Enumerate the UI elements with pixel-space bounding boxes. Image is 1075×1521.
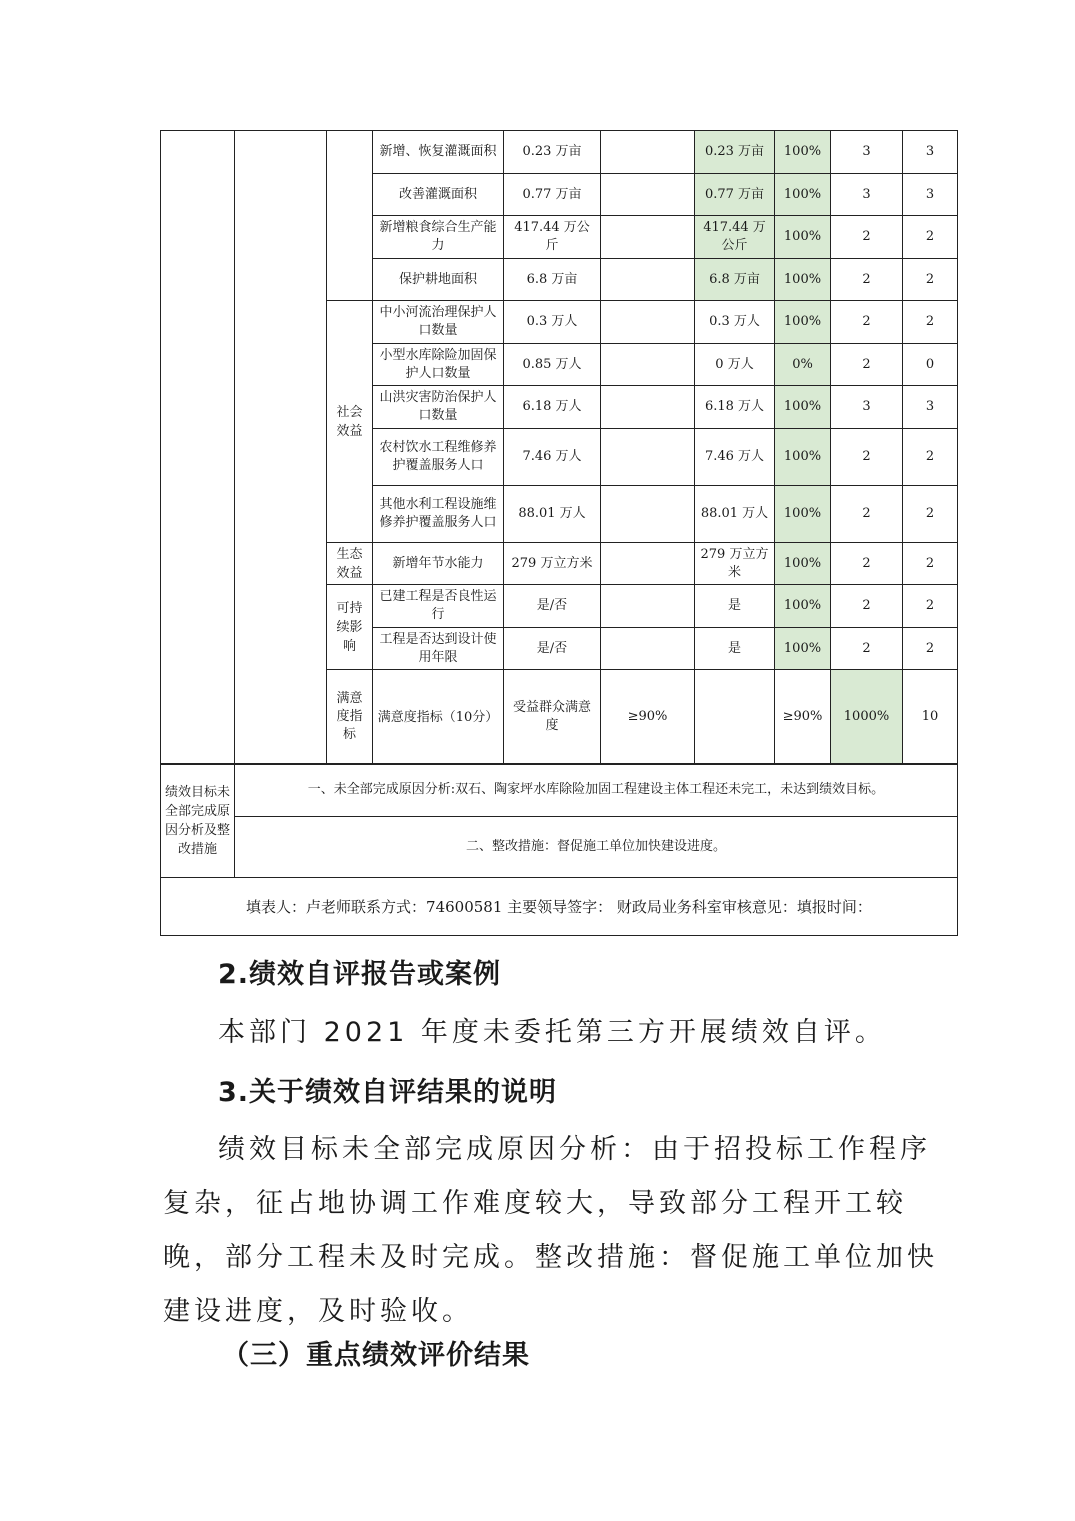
score-cell: 2 <box>903 301 958 344</box>
target-cell: 0.77 万亩 <box>504 174 601 216</box>
target-cell: 是/否 <box>504 628 601 670</box>
weight-cell: 2 <box>831 429 903 486</box>
actual-cell: 0 万人 <box>695 344 775 386</box>
target-cell: 279 万立方米 <box>504 543 601 585</box>
weight-cell: 2 <box>831 301 903 344</box>
weight-cell: 2 <box>831 344 903 386</box>
actual-cell: 6.18 万人 <box>695 386 775 429</box>
rate-cell: 100% <box>775 174 831 216</box>
actual-cell: 88.01 万人 <box>695 486 775 543</box>
rate-cell: 100% <box>775 386 831 429</box>
actual-cell: ≥90% <box>775 670 831 765</box>
target-cell: 0.23 万亩 <box>504 131 601 174</box>
weight-cell: 3 <box>831 386 903 429</box>
score-cell: 3 <box>903 386 958 429</box>
target-cell: 417.44 万公斤 <box>504 216 601 259</box>
weight-cell: 2 <box>831 486 903 543</box>
indicator-cell: 保护耕地面积 <box>373 259 504 301</box>
score-cell: 2 <box>903 429 958 486</box>
blank-cell <box>601 628 695 670</box>
indicator-cell: 其他水利工程设施维修养护覆盖服务人口 <box>373 486 504 543</box>
indicator-cell: 改善灌溉面积 <box>373 174 504 216</box>
table-row <box>161 817 958 878</box>
table-row <box>161 764 958 817</box>
category-sustainable: 可持续影响 <box>327 585 373 670</box>
indicator-cell: 农村饮水工程维修养护覆盖服务人口 <box>373 429 504 486</box>
target-cell: 是/否 <box>504 585 601 628</box>
rate-cell: 100% <box>775 585 831 628</box>
blank-col-cell <box>161 131 235 765</box>
section-2-heading: 2.绩效自评报告或案例 <box>218 959 502 990</box>
blank-cell <box>601 174 695 216</box>
blank-cell <box>601 386 695 429</box>
blank-cell <box>601 429 695 486</box>
actual-cell: 0.23 万亩 <box>695 131 775 174</box>
score-cell: 2 <box>903 486 958 543</box>
score-cell: 2 <box>903 628 958 670</box>
rate-cell: 100% <box>775 486 831 543</box>
blank-cell <box>601 585 695 628</box>
actual-cell: 7.46 万人 <box>695 429 775 486</box>
section-3-line: 晚，部分工程未及时完成。整改措施：督促施工单位加快 <box>163 1242 938 1273</box>
weight-cell: 3 <box>831 131 903 174</box>
blank-cell <box>601 344 695 386</box>
score-cell: 2 <box>903 216 958 259</box>
target-cell: 0.85 万人 <box>504 344 601 386</box>
section-3-line: 绩效目标未全部完成原因分析：由于招投标工作程序 <box>218 1134 931 1165</box>
actual-cell: 0.77 万亩 <box>695 174 775 216</box>
rate-cell: 100% <box>775 216 831 259</box>
weight-cell: 2 <box>831 585 903 628</box>
rate-cell: 100% <box>775 301 831 344</box>
score-cell: 2 <box>903 585 958 628</box>
section-4-heading: （三）重点绩效评价结果 <box>222 1340 530 1371</box>
indicator-cell: 中小河流治理保护人口数量 <box>373 301 504 344</box>
table-row <box>161 131 958 174</box>
blank-cell <box>601 543 695 585</box>
category-satisfaction: 满意度指标（10分） <box>373 670 504 765</box>
target-cell: 6.8 万亩 <box>504 259 601 301</box>
reason-table <box>160 763 958 936</box>
section-3-line: 建设进度，及时验收。 <box>163 1296 473 1327</box>
blank-cell <box>601 486 695 543</box>
section-2-body: 本部门 2021 年度未委托第三方开展绩效自评。 <box>218 1017 886 1048</box>
weight-cell: 10 <box>903 670 958 765</box>
target-cell: 0.3 万人 <box>504 301 601 344</box>
section-3-heading: 3.关于绩效自评结果的说明 <box>218 1077 558 1108</box>
target-cell: ≥90% <box>601 670 695 765</box>
measure-text: 二、整改措施：督促施工单位加快建设进度。 <box>235 817 958 878</box>
blank-cell <box>601 301 695 344</box>
indicator-cell: 受益群众满意度 <box>504 670 601 765</box>
target-cell: 88.01 万人 <box>504 486 601 543</box>
section-3-line: 复杂，征占地协调工作难度较大，导致部分工程开工较 <box>163 1188 907 1219</box>
actual-cell: 279 万立方米 <box>695 543 775 585</box>
indicator-cell: 新增年节水能力 <box>373 543 504 585</box>
blank-cell <box>695 670 775 765</box>
actual-cell: 0.3 万人 <box>695 301 775 344</box>
score-cell: 2 <box>903 543 958 585</box>
weight-cell: 2 <box>831 628 903 670</box>
rate-cell: 100% <box>775 429 831 486</box>
table-row <box>161 878 958 936</box>
actual-cell: 是 <box>695 585 775 628</box>
satisfaction-label: 满意度指标 <box>327 670 373 765</box>
score-cell: 3 <box>903 174 958 216</box>
score-cell: 3 <box>903 131 958 174</box>
category-cell <box>327 131 373 301</box>
category-social: 社会效益 <box>327 301 373 543</box>
actual-cell: 417.44 万公斤 <box>695 216 775 259</box>
score-cell: 0 <box>903 344 958 386</box>
performance-table <box>160 130 958 765</box>
indicator-cell: 工程是否达到设计使用年限 <box>373 628 504 670</box>
indicator-cell: 已建工程是否良性运行 <box>373 585 504 628</box>
rate-cell: 100% <box>775 131 831 174</box>
weight-cell: 2 <box>831 543 903 585</box>
blank-cell <box>601 216 695 259</box>
rate-cell: 1000% <box>831 670 903 765</box>
rate-cell: 0% <box>775 344 831 386</box>
target-cell: 7.46 万人 <box>504 429 601 486</box>
actual-cell: 是 <box>695 628 775 670</box>
rate-cell: 100% <box>775 259 831 301</box>
indicator-cell: 新增、恢复灌溉面积 <box>373 131 504 174</box>
reason-label: 绩效目标未全部完成原因分析及整改措施 <box>161 764 235 878</box>
category-ecological: 生态效益 <box>327 543 373 585</box>
reason-text: 一、未全部完成原因分析:双石、陶家坪水库除险加固工程建设主体工程还未完工，未达到绩效目标。 <box>235 764 958 817</box>
rate-cell: 100% <box>775 628 831 670</box>
form-footer: 填表人：卢老师联系方式：74600581 主要领导签字： 财政局业务科室审核意见：填报时间： <box>161 878 958 936</box>
weight-cell: 3 <box>831 174 903 216</box>
indicator-cell: 新增粮食综合生产能力 <box>373 216 504 259</box>
blank-cell <box>601 259 695 301</box>
weight-cell: 2 <box>831 259 903 301</box>
rate-cell: 100% <box>775 543 831 585</box>
score-cell: 2 <box>903 259 958 301</box>
blank-cell <box>601 131 695 174</box>
actual-cell: 6.8 万亩 <box>695 259 775 301</box>
indicator-cell: 山洪灾害防治保护人口数量 <box>373 386 504 429</box>
target-cell: 6.18 万人 <box>504 386 601 429</box>
indicator-cell: 小型水库除险加固保护人口数量 <box>373 344 504 386</box>
weight-cell: 2 <box>831 216 903 259</box>
blank-col-cell <box>235 131 327 765</box>
